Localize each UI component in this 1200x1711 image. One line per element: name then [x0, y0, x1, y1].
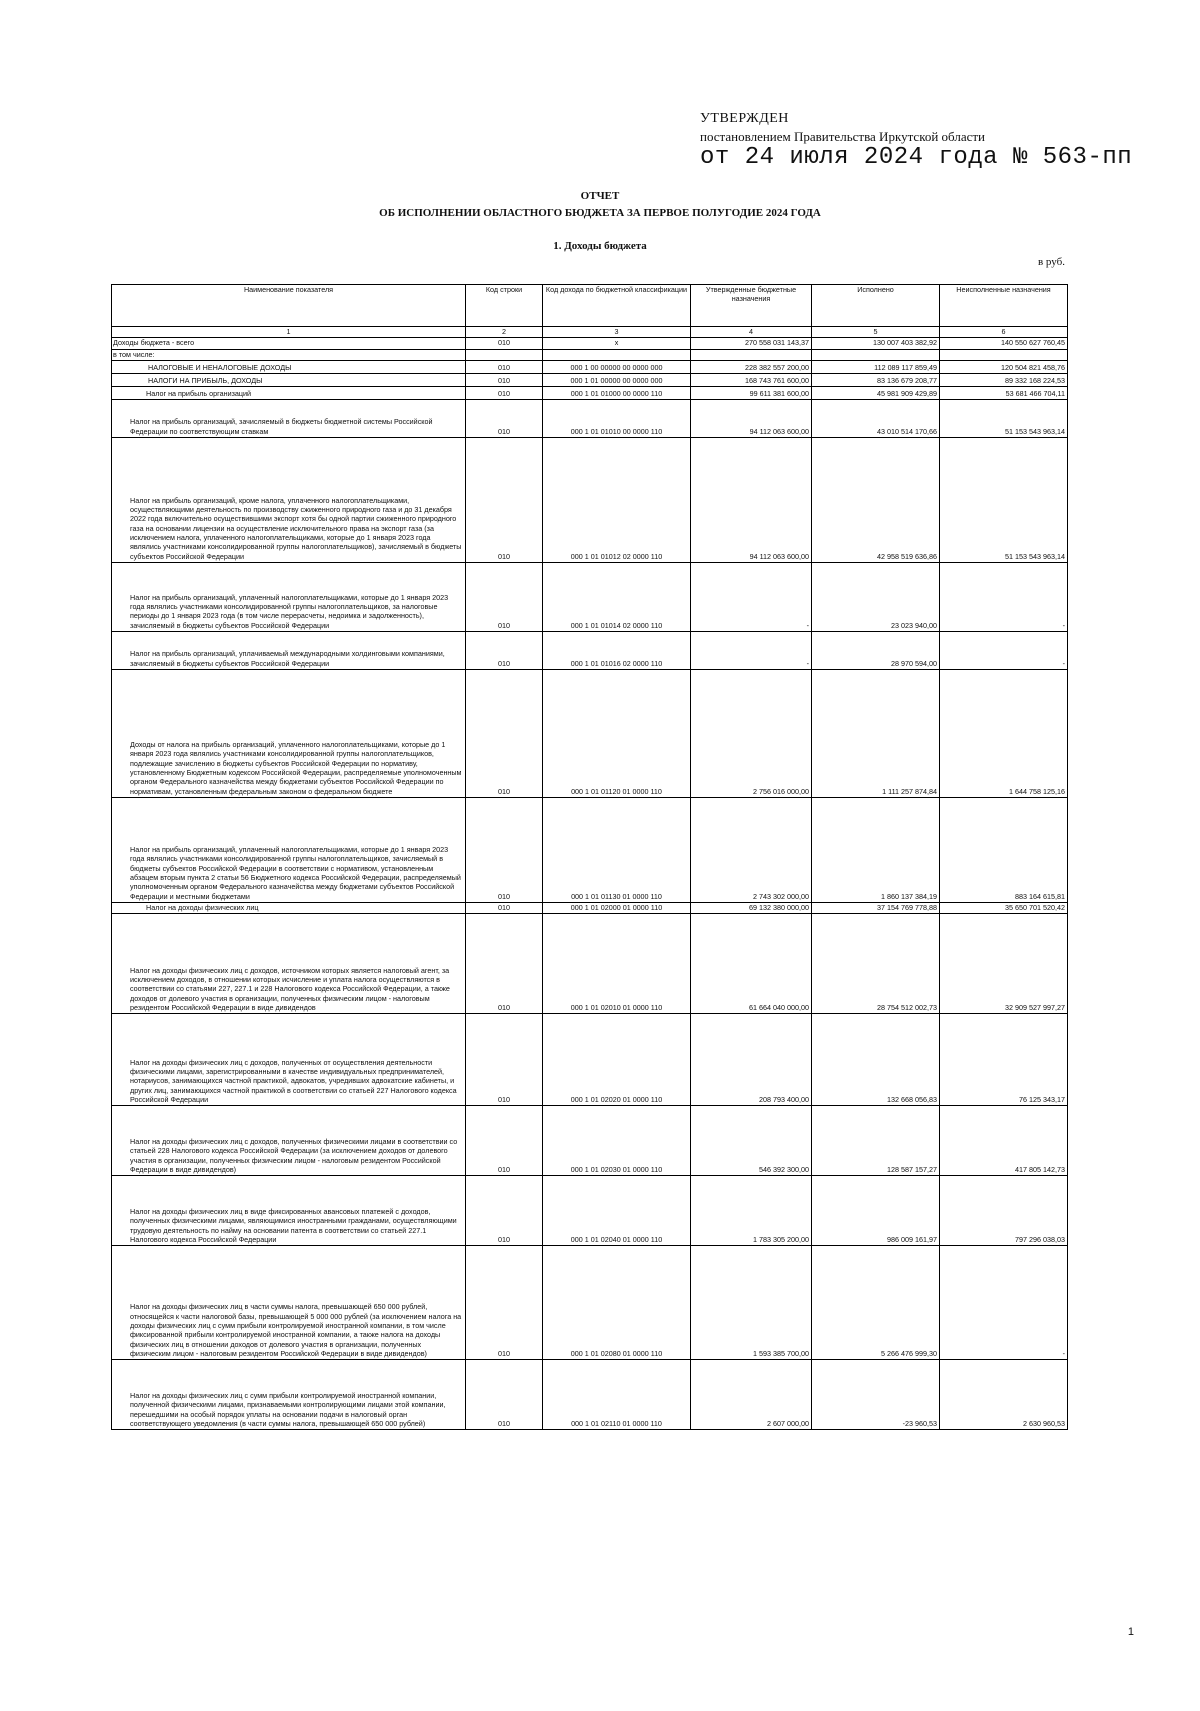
table-row: [112, 914, 1068, 1014]
row-approved-cell: -: [691, 562, 812, 631]
row-income-code-cell: 000 1 01 01016 02 0000 110: [543, 631, 691, 669]
row-executed-cell: 132 668 056,83: [812, 1014, 940, 1106]
row-line-code-cell: 010: [466, 902, 543, 913]
row-unexecuted-cell: 89 332 168 224,53: [940, 373, 1068, 386]
row-approved-cell: 99 611 381 600,00: [691, 386, 812, 399]
row-approved-cell: 1 593 385 700,00: [691, 1246, 812, 1360]
row-income-code-cell: 000 1 01 02000 01 0000 110: [543, 902, 691, 913]
row-income-code-cell: 000 1 01 01000 00 0000 110: [543, 386, 691, 399]
row-name-cell: Налог на прибыль организаций, кроме налога, уплаченного налогоплательщиками, осуществляющими деятельность по производству сжиженного природного газа и до 31 декабря 2022 года включительно осуществившими экспорт хотя бы одной партии сжиженного природного газа на основании лицензии на осуществление исключительного права на экспорт газа (за исключением налога, уплаченного налогоплательщиками, которые до 1 января 2023 года являлись участниками консолидированной группы налогоплательщиков), зачисляемый в бюджеты субъектов Российской Федерации: [112, 437, 466, 562]
row-executed-cell: 23 023 940,00: [812, 562, 940, 631]
row-approved-cell: 168 743 761 600,00: [691, 373, 812, 386]
row-unexecuted-cell: 120 504 821 458,76: [940, 360, 1068, 373]
row-name-cell: Доходы от налога на прибыль организаций, уплаченного налогоплательщиками, которые до 1 января 2023 года являлись участниками консолидированной группы налогоплательщиков, подлежащие зачислению в бюджеты субъектов Российской Федерации по нормативу, установленному Бюджетным кодексом Российской Федерации, распределяемые уполномоченным органом Федерального казначейства между бюджетами субъектов Российской Федерации по нормативам, установленным федеральным законом о федеральном бюджете: [112, 669, 466, 797]
table-row: [112, 902, 1068, 913]
report-subtitle: ОБ ИСПОЛНЕНИИ ОБЛАСТНОГО БЮДЖЕТА ЗА ПЕРВОЕ ПОЛУГОДИЕ 2024 ГОДА: [379, 207, 821, 219]
row-income-code-cell: x: [543, 338, 691, 349]
row-line-code-cell: 010: [466, 386, 543, 399]
row-executed-cell: 128 587 157,27: [812, 1106, 940, 1176]
row-unexecuted-cell: -: [940, 1246, 1068, 1360]
row-approved-cell: 69 132 380 000,00: [691, 902, 812, 913]
column-number: 2: [466, 327, 543, 338]
row-name-cell: Налог на доходы физических лиц с доходов, источником которых является налоговый агент, за исключением доходов, в отношении которых исчисление и уплата налога осуществляются в соответствии со статьями 227, 227.1 и 228 Налогового кодекса Российской Федерации, а также доходов от долевого участия в организации, полученных физическим лицом - налоговым резидентом Российской Федерации в виде дивидендов: [112, 914, 466, 1014]
row-income-code-cell: 000 1 01 00000 00 0000 000: [543, 373, 691, 386]
row-executed-cell: -23 960,53: [812, 1360, 940, 1430]
approval-title: УТВЕРЖДЕН: [700, 111, 789, 126]
row-line-code-cell: 010: [466, 669, 543, 797]
table-row: [112, 373, 1068, 386]
row-executed-cell: 130 007 403 382,92: [812, 338, 940, 349]
row-income-code-cell: 000 1 01 02010 01 0000 110: [543, 914, 691, 1014]
row-name-cell: Налог на доходы физических лиц: [112, 902, 466, 913]
table-row: [112, 399, 1068, 437]
row-line-code-cell: 010: [466, 373, 543, 386]
row-approved-cell: 94 112 063 600,00: [691, 399, 812, 437]
table-row: [112, 797, 1068, 902]
row-income-code-cell: 000 1 01 02030 01 0000 110: [543, 1106, 691, 1176]
row-line-code-cell: 010: [466, 1246, 543, 1360]
row-line-code-cell: 010: [466, 360, 543, 373]
row-approved-cell: 2 607 000,00: [691, 1360, 812, 1430]
row-unexecuted-cell: 417 805 142,73: [940, 1106, 1068, 1176]
row-executed-cell: [812, 349, 940, 360]
row-income-code-cell: 000 1 01 02080 01 0000 110: [543, 1246, 691, 1360]
row-executed-cell: 5 266 476 999,30: [812, 1246, 940, 1360]
table-row: [112, 1176, 1068, 1246]
row-income-code-cell: 000 1 01 02110 01 0000 110: [543, 1360, 691, 1430]
row-unexecuted-cell: 2 630 960,53: [940, 1360, 1068, 1430]
row-name-cell: Налог на прибыль организаций, уплачиваемый международными холдинговыми компаниями, зачисляемый в бюджеты субъектов Российской Федерации: [112, 631, 466, 669]
table-row: [112, 1360, 1068, 1430]
row-line-code-cell: [466, 349, 543, 360]
header-unexecuted: Неисполненные назначения: [940, 285, 1068, 327]
row-executed-cell: 1 111 257 874,84: [812, 669, 940, 797]
table-row: [112, 1106, 1068, 1176]
row-executed-cell: 1 860 137 384,19: [812, 797, 940, 902]
row-approved-cell: 208 793 400,00: [691, 1014, 812, 1106]
row-name-cell: в том числе:: [112, 349, 466, 360]
row-name-cell: Налог на доходы физических лиц в части суммы налога, превышающей 650 000 рублей, относящейся к части налоговой базы, превышающей 5 000 000 рублей (за исключением налога на доходы физических лиц с сумм прибыли контролируемой иностранной компании, в том числе фиксированной прибыли контролируемой иностранной компании, а также налога на доходы физических лиц в отношении доходов от долевого участия в организации, полученных физическим лицом - налоговым резидентом Российской Федерации в виде дивидендов): [112, 1246, 466, 1360]
row-executed-cell: 42 958 519 636,86: [812, 437, 940, 562]
row-name-cell: НАЛОГОВЫЕ И НЕНАЛОГОВЫЕ ДОХОДЫ: [112, 360, 466, 373]
row-name-cell: Налог на доходы физических лиц с доходов, полученных от осуществления деятельности физическими лицами, зарегистрированными в качестве индивидуальных предпринимателей, нотариусов, занимающихся частной практикой, адвокатов, учредивших адвокатские кабинеты, и других лиц, занимающихся частной практикой в соответствии со статьей 227 Налогового кодекса Российской Федерации: [112, 1014, 466, 1106]
table-row: [112, 1246, 1068, 1360]
row-name-cell: Налог на доходы физических лиц с доходов, полученных физическими лицами в соответствии со статьей 228 Налогового кодекса Российской Федерации (за исключением доходов от долевого участия в организации, полученных физическим лицом - налоговым резидентом Российской Федерации в виде дивидендов): [112, 1106, 466, 1176]
row-unexecuted-cell: 35 650 701 520,42: [940, 902, 1068, 913]
row-unexecuted-cell: 76 125 343,17: [940, 1014, 1068, 1106]
row-executed-cell: 28 970 594,00: [812, 631, 940, 669]
header-income-code: Код дохода по бюджетной классификации: [543, 285, 691, 327]
row-unexecuted-cell: -: [940, 562, 1068, 631]
row-unexecuted-cell: 32 909 527 997,27: [940, 914, 1068, 1014]
header-line-code: Код строки: [466, 285, 543, 327]
row-income-code-cell: 000 1 01 02020 01 0000 110: [543, 1014, 691, 1106]
row-line-code-cell: 010: [466, 1176, 543, 1246]
row-approved-cell: 61 664 040 000,00: [691, 914, 812, 1014]
row-income-code-cell: 000 1 01 01014 02 0000 110: [543, 562, 691, 631]
row-line-code-cell: 010: [466, 914, 543, 1014]
table-row: [112, 437, 1068, 562]
row-executed-cell: 43 010 514 170,66: [812, 399, 940, 437]
row-executed-cell: 45 981 909 429,89: [812, 386, 940, 399]
row-income-code-cell: 000 1 00 00000 00 0000 000: [543, 360, 691, 373]
row-line-code-cell: 010: [466, 797, 543, 902]
header-executed: Исполнено: [812, 285, 940, 327]
row-approved-cell: 546 392 300,00: [691, 1106, 812, 1176]
row-approved-cell: 1 783 305 200,00: [691, 1176, 812, 1246]
row-line-code-cell: 010: [466, 1360, 543, 1430]
header-name: Наименование показателя: [112, 285, 466, 327]
row-name-cell: Налог на прибыль организаций, уплаченный налогоплательщиками, которые до 1 января 2023 года являлись участниками консолидированной группы налогоплательщиков, за налоговые периоды до 1 января 2023 года (в том числе перерасчеты, недоимка и задолженность), зачисляемый в бюджеты субъектов Российской Федерации: [112, 562, 466, 631]
row-line-code-cell: 010: [466, 1014, 543, 1106]
row-unexecuted-cell: 883 164 615,81: [940, 797, 1068, 902]
row-approved-cell: 228 382 557 200,00: [691, 360, 812, 373]
column-number: 4: [691, 327, 812, 338]
row-approved-cell: 94 112 063 600,00: [691, 437, 812, 562]
row-approved-cell: 270 558 031 143,37: [691, 338, 812, 349]
table-row: [112, 1014, 1068, 1106]
row-unexecuted-cell: 53 681 466 704,11: [940, 386, 1068, 399]
table-header-row: [112, 285, 1068, 327]
row-executed-cell: 112 089 117 859,49: [812, 360, 940, 373]
row-name-cell: Доходы бюджета - всего: [112, 338, 466, 349]
column-number: 1: [112, 327, 466, 338]
row-approved-cell: -: [691, 631, 812, 669]
row-unexecuted-cell: [940, 349, 1068, 360]
row-name-cell: Налог на прибыль организаций, зачисляемый в бюджеты бюджетной системы Российской Федерации по соответствующим ставкам: [112, 399, 466, 437]
row-executed-cell: 37 154 769 778,88: [812, 902, 940, 913]
row-unexecuted-cell: 1 644 758 125,16: [940, 669, 1068, 797]
approval-date: от 24 июля 2024 года № 563-пп: [700, 144, 1133, 171]
report-title: ОТЧЕТ: [580, 190, 620, 202]
column-number: 3: [543, 327, 691, 338]
row-name-cell: НАЛОГИ НА ПРИБЫЛЬ, ДОХОДЫ: [112, 373, 466, 386]
row-income-code-cell: 000 1 01 01120 01 0000 110: [543, 669, 691, 797]
row-executed-cell: 83 136 679 208,77: [812, 373, 940, 386]
row-approved-cell: 2 743 302 000,00: [691, 797, 812, 902]
row-unexecuted-cell: 797 296 038,03: [940, 1176, 1068, 1246]
table-row: [112, 386, 1068, 399]
row-executed-cell: 28 754 512 002,73: [812, 914, 940, 1014]
row-line-code-cell: 010: [466, 562, 543, 631]
row-unexecuted-cell: 51 153 543 963,14: [940, 437, 1068, 562]
header-approved: Утвержденные бюджетные назначения: [691, 285, 812, 327]
row-executed-cell: 986 009 161,97: [812, 1176, 940, 1246]
column-number: 6: [940, 327, 1068, 338]
table-row: [112, 349, 1068, 360]
row-name-cell: Налог на прибыль организаций, уплаченный налогоплательщиками, которые до 1 января 2023 года являлись участниками консолидированной группы налогоплательщиков, зачисляемый в бюджеты субъектов Российской Федерации в соответствии с нормативом, установленным абзацем вторым пункта 2 статьи 56 Бюджетного кодекса Российской Федерации, распределяемый уполномоченным органом Федерального казначейства между бюджетами субъектов Российской Федерации и местными бюджетами: [112, 797, 466, 902]
table-row: [112, 669, 1068, 797]
column-numbers-row: [112, 327, 1068, 338]
row-line-code-cell: 010: [466, 338, 543, 349]
row-income-code-cell: 000 1 01 01012 02 0000 110: [543, 437, 691, 562]
row-approved-cell: 2 756 016 000,00: [691, 669, 812, 797]
unit-label: в руб.: [1037, 256, 1065, 268]
row-unexecuted-cell: 140 550 627 760,45: [940, 338, 1068, 349]
table-row: [112, 360, 1068, 373]
page-number: 1: [1127, 1626, 1134, 1638]
table-row: [112, 562, 1068, 631]
approval-block: [700, 111, 1132, 171]
approval-by: постановлением Правительства Иркутской области: [700, 129, 986, 144]
row-name-cell: Налог на доходы физических лиц с сумм прибыли контролируемой иностранной компании, полученной физическими лицами, признаваемыми контролирующими лицами этой компании, перешедшими на особый порядок уплаты на основании подачи в налоговый орган соответствующего уведомления (в части суммы налога, превышающей 650 000 рублей): [112, 1360, 466, 1430]
row-name-cell: Налог на доходы физических лиц в виде фиксированных авансовых платежей с доходов, полученных физическими лицами, являющимися иностранными гражданами, осуществляющими трудовую деятельность по найму на основании патента в соответствии со статьей 227.1 Налогового кодекса Российской Федерации: [112, 1176, 466, 1246]
column-number: 5: [812, 327, 940, 338]
row-line-code-cell: 010: [466, 399, 543, 437]
row-unexecuted-cell: -: [940, 631, 1068, 669]
row-income-code-cell: 000 1 01 01130 01 0000 110: [543, 797, 691, 902]
row-approved-cell: [691, 349, 812, 360]
income-table: [111, 284, 1068, 1430]
row-line-code-cell: 010: [466, 631, 543, 669]
row-line-code-cell: 010: [466, 1106, 543, 1176]
row-line-code-cell: 010: [466, 437, 543, 562]
row-income-code-cell: 000 1 01 01010 00 0000 110: [543, 399, 691, 437]
table-row: [112, 631, 1068, 669]
row-name-cell: Налог на прибыль организаций: [112, 386, 466, 399]
row-income-code-cell: [543, 349, 691, 360]
row-income-code-cell: 000 1 01 02040 01 0000 110: [543, 1176, 691, 1246]
table-row: [112, 338, 1068, 349]
section-title: 1. Доходы бюджета: [553, 240, 647, 252]
row-unexecuted-cell: 51 153 543 963,14: [940, 399, 1068, 437]
